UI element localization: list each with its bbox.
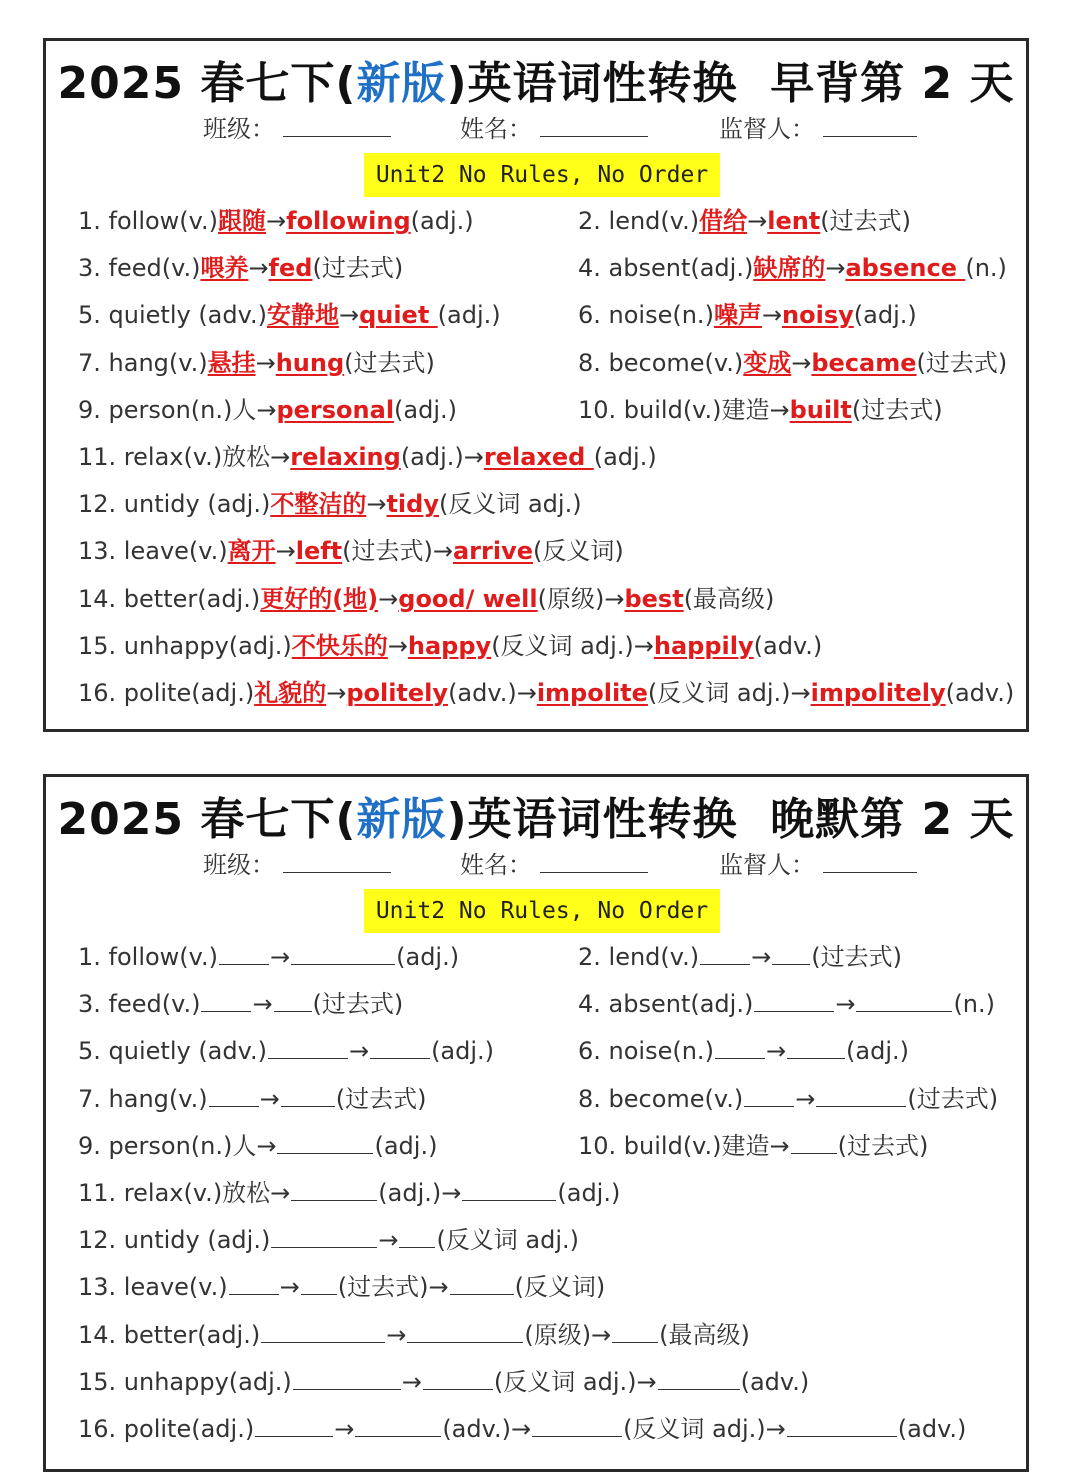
answer-blank[interactable] — [219, 944, 269, 965]
item-text: (adj.) — [374, 1131, 438, 1160]
item-text: (adv.) — [897, 1415, 967, 1443]
class-blank[interactable] — [283, 850, 391, 873]
answer-blank[interactable] — [370, 1038, 430, 1059]
answer-blank[interactable] — [407, 1322, 523, 1343]
answer-text: fed — [268, 254, 313, 283]
title-prefix: 2025 春七下( — [57, 794, 357, 845]
answer-text: noisy — [782, 301, 854, 330]
title-day: 晚默第 2 天 — [770, 794, 1015, 845]
answer-text: relaxed — [483, 443, 594, 471]
morning-item-3 — [78, 253, 403, 283]
answer-blank[interactable] — [281, 1086, 335, 1107]
name-label: 姓名： — [460, 851, 532, 879]
evening-item-9 — [78, 1131, 437, 1161]
answer-text: 悬挂 — [207, 348, 256, 377]
item-text: (adv.) — [740, 1367, 810, 1396]
item-text: (反义词) — [533, 537, 624, 566]
evening-item-5 — [78, 1036, 494, 1066]
answer-blank[interactable] — [291, 944, 395, 965]
morning-item-7 — [78, 348, 435, 378]
morning-item-10 — [578, 395, 943, 425]
class-label: 班级： — [203, 115, 275, 143]
item-text: → — [761, 301, 783, 330]
answer-blank[interactable] — [744, 1086, 794, 1107]
item-text: 6. noise(n.) — [578, 1037, 714, 1066]
evening-item-14 — [78, 1320, 750, 1350]
class-field — [203, 845, 391, 880]
title-subject: )英语词性转换 — [446, 58, 738, 109]
item-text: (n.) — [965, 254, 1007, 283]
item-text: (过去式) — [851, 395, 943, 424]
morning-item-8 — [578, 348, 1007, 378]
name-field — [460, 109, 648, 144]
item-text: 7. hang(v.) — [78, 1084, 208, 1113]
morning-item-16 — [78, 678, 1014, 708]
item-text: → — [791, 348, 812, 377]
item-text: (原级)→ — [537, 584, 625, 613]
item-text: 3. feed(v.) — [78, 990, 201, 1019]
answer-text: built — [789, 395, 852, 424]
answer-blank[interactable] — [462, 1180, 556, 1201]
item-text: (反义词 adj.) — [436, 1226, 580, 1255]
unit-banner: Unit2 No Rules, No Order — [364, 889, 720, 933]
answer-text: 礼貌的 — [254, 679, 327, 707]
item-text: (adj.) — [437, 301, 501, 330]
answer-text: happy — [407, 631, 492, 660]
evening-item-8 — [578, 1084, 998, 1114]
answer-text: lent — [767, 207, 821, 235]
answer-text: personal — [276, 395, 395, 424]
title-subject: )英语词性转换 — [446, 794, 738, 845]
item-text: 6. noise(n.) — [578, 301, 714, 330]
answer-blank[interactable] — [754, 991, 834, 1012]
item-text: (adj.) — [431, 1037, 495, 1066]
item-text: → — [795, 1084, 816, 1113]
item-text: → — [334, 1415, 355, 1443]
item-text: (adv.) — [945, 679, 1015, 707]
evening-item-6 — [578, 1036, 909, 1066]
answer-blank[interactable] — [772, 944, 810, 965]
answer-blank[interactable] — [715, 1038, 765, 1059]
answer-text: 变成 — [743, 348, 792, 377]
name-blank[interactable] — [540, 114, 648, 137]
item-text: (过去式) — [312, 990, 404, 1019]
item-text: (过去式) — [916, 348, 1008, 377]
morning-item-5 — [78, 300, 501, 330]
answer-blank[interactable] — [399, 1227, 435, 1248]
answer-blank[interactable] — [791, 1133, 837, 1154]
item-text: 13. leave(v.) — [78, 1273, 228, 1302]
answer-blank[interactable] — [277, 1133, 373, 1154]
item-text: (adj.) — [396, 943, 460, 971]
morning-item-1 — [78, 206, 474, 236]
answer-blank[interactable] — [229, 1274, 279, 1295]
item-text: (反义词 adj.) — [438, 490, 582, 519]
item-text: (过去式)→ — [337, 1273, 449, 1302]
class-field — [203, 109, 391, 144]
item-text: (adj.) — [846, 1037, 910, 1066]
answer-text: 噪声 — [713, 301, 762, 330]
item-text: → — [255, 348, 276, 377]
answer-text: arrive — [452, 537, 533, 566]
answer-text: 离开 — [227, 537, 276, 566]
item-text: 12. untidy (adj.) — [78, 1226, 271, 1255]
item-text: → — [279, 1273, 300, 1302]
item-text: (原级)→ — [524, 1320, 612, 1349]
item-text: → — [338, 301, 360, 330]
item-text: 14. better(adj.) — [78, 1320, 261, 1349]
answer-blank[interactable] — [355, 1416, 441, 1437]
item-text: 9. person(n.)人→ — [78, 1131, 277, 1160]
item-text: (最高级) — [659, 1320, 750, 1349]
item-text: 12. untidy (adj.) — [78, 490, 271, 519]
answer-blank[interactable] — [612, 1322, 658, 1343]
answer-blank[interactable] — [856, 991, 952, 1012]
evening-item-11 — [78, 1178, 620, 1208]
item-text: (过去式)→ — [342, 537, 453, 566]
item-text: (最高级) — [683, 584, 775, 613]
item-text: → — [386, 1320, 407, 1349]
answer-blank[interactable] — [255, 1416, 333, 1437]
item-text: → — [387, 631, 408, 660]
item-text: → — [765, 1037, 787, 1066]
morning-item-11 — [78, 442, 657, 472]
answer-text: good/ well — [398, 584, 538, 613]
name-blank[interactable] — [540, 850, 648, 873]
answer-text: following — [286, 207, 411, 235]
answer-text: 安静地 — [266, 301, 339, 330]
item-text: → — [751, 943, 772, 971]
item-text: → — [835, 990, 856, 1019]
item-text: → — [348, 1037, 370, 1066]
answer-blank[interactable] — [291, 1180, 377, 1201]
answer-text: 喂养 — [200, 254, 249, 283]
evening-item-12 — [78, 1225, 579, 1255]
title-day: 早背第 2 天 — [770, 58, 1015, 109]
title-new-edition: 新版 — [356, 794, 447, 845]
item-text: (adv.) — [753, 631, 823, 660]
answer-blank[interactable] — [423, 1369, 493, 1390]
item-text: 7. hang(v.) — [78, 348, 208, 377]
evening-item-4 — [578, 989, 995, 1019]
title-prefix: 2025 春七下( — [57, 58, 357, 109]
morning-recite-card — [43, 38, 1029, 732]
evening-item-3 — [78, 989, 403, 1019]
supervisor-blank[interactable] — [823, 850, 917, 873]
supervisor-field — [719, 109, 917, 144]
item-text: 1. follow(v.) — [78, 943, 219, 971]
item-text: (过去式) — [837, 1131, 929, 1160]
item-text: (adj.) — [853, 301, 917, 330]
item-text: 4. absent(adj.) — [578, 254, 754, 283]
item-text: 8. become(v.) — [578, 1084, 744, 1113]
morning-item-13 — [78, 536, 624, 566]
answer-text: hung — [275, 348, 345, 377]
answer-blank[interactable] — [268, 1038, 348, 1059]
morning-item-9 — [78, 395, 457, 425]
item-text: 15. unhappy(adj.) — [78, 631, 292, 660]
item-text: (adv.)→ — [442, 1415, 532, 1443]
item-text: → — [259, 1084, 280, 1113]
supervisor-label: 监督人： — [719, 851, 815, 879]
answer-text: 更好的(地) — [260, 584, 379, 613]
supervisor-blank[interactable] — [823, 114, 917, 137]
answer-blank[interactable] — [271, 1227, 377, 1248]
answer-blank[interactable] — [450, 1274, 514, 1295]
item-text: (过去式) — [907, 1084, 999, 1113]
item-text: 2. lend(v.) — [578, 943, 700, 971]
item-text: (反义词 adj.)→ — [623, 1415, 786, 1443]
evening-item-15 — [78, 1367, 809, 1397]
answer-blank[interactable] — [700, 944, 750, 965]
answer-blank[interactable] — [816, 1086, 906, 1107]
answer-text: 缺席的 — [753, 254, 826, 283]
item-text: 5. quietly (adv.) — [78, 1037, 267, 1066]
item-text: → — [270, 943, 291, 971]
answer-blank[interactable] — [293, 1369, 401, 1390]
morning-item-12 — [78, 489, 582, 519]
item-text: → — [252, 990, 273, 1019]
answer-blank[interactable] — [787, 1416, 897, 1437]
answer-text: 不整洁的 — [270, 490, 367, 519]
answer-text: 不快乐的 — [291, 631, 388, 660]
evening-item-2 — [578, 942, 902, 972]
item-text: 10. build(v.)建造→ — [578, 395, 790, 424]
answer-text: best — [624, 584, 684, 613]
answer-text: politely — [346, 679, 449, 707]
item-text: (adv.)→ — [448, 679, 537, 707]
item-text: 15. unhappy(adj.) — [78, 1367, 292, 1396]
item-text: (反义词) — [514, 1273, 606, 1302]
item-text: (adj.) — [557, 1179, 621, 1207]
answer-text: became — [811, 348, 917, 377]
evening-item-7 — [78, 1084, 426, 1114]
item-text: 9. person(n.)人→ — [78, 395, 277, 424]
answer-blank[interactable] — [301, 1274, 337, 1295]
answer-blank[interactable] — [787, 1038, 845, 1059]
evening-item-13 — [78, 1272, 605, 1302]
item-text: (过去式) — [811, 943, 902, 971]
answer-text: impolite — [536, 679, 648, 707]
morning-item-14 — [78, 584, 774, 614]
name-label: 姓名： — [460, 115, 532, 143]
item-text: → — [378, 1226, 399, 1255]
evening-item-16 — [78, 1414, 966, 1444]
answer-blank[interactable] — [201, 991, 251, 1012]
answer-text: tidy — [386, 490, 439, 519]
item-text: 11. relax(v.)放松→ — [78, 1179, 291, 1207]
unit-banner: Unit2 No Rules, No Order — [364, 153, 720, 197]
item-text: (adj.) — [410, 207, 474, 235]
morning-item-2 — [578, 206, 911, 236]
class-label: 班级： — [203, 851, 275, 879]
item-text: (反义词 adj.)→ — [647, 679, 811, 707]
item-text: → — [266, 207, 287, 235]
item-text: → — [248, 254, 269, 283]
item-text: → — [275, 537, 296, 566]
item-text: (过去式) — [312, 254, 404, 283]
item-text: (反义词 adj.)→ — [491, 631, 654, 660]
item-text: (adj.)→ — [378, 1179, 462, 1207]
evening-title — [46, 783, 1026, 847]
item-text: 10. build(v.)建造→ — [578, 1131, 790, 1160]
evening-item-1 — [78, 942, 459, 972]
answer-text: happily — [653, 631, 754, 660]
item-text: 16. polite(adj.) — [78, 1415, 255, 1443]
item-text: 2. lend(v.) — [578, 207, 700, 235]
item-text: 4. absent(adj.) — [578, 990, 754, 1019]
title-new-edition: 新版 — [356, 58, 447, 109]
item-text: (反义词 adj.)→ — [493, 1367, 657, 1396]
item-text: 3. feed(v.) — [78, 254, 201, 283]
evening-dictation-card — [43, 774, 1029, 1472]
answer-blank[interactable] — [532, 1416, 622, 1437]
item-text: → — [326, 679, 347, 707]
morning-title — [46, 47, 1026, 111]
item-text: 8. become(v.) — [578, 348, 744, 377]
answer-text: quiet — [359, 301, 438, 330]
answer-blank[interactable] — [261, 1322, 385, 1343]
item-text: (过去式) — [344, 348, 435, 377]
answer-blank[interactable] — [209, 1086, 259, 1107]
class-blank[interactable] — [283, 114, 391, 137]
answer-blank[interactable] — [658, 1369, 740, 1390]
item-text: (n.) — [953, 990, 996, 1019]
item-text: 14. better(adj.) — [78, 584, 261, 613]
item-text: → — [378, 584, 399, 613]
item-text: (adj.) — [394, 395, 458, 424]
item-text: → — [366, 490, 387, 519]
answer-text: absence — [845, 254, 966, 283]
morning-item-6 — [578, 300, 917, 330]
item-text: (adj.) — [593, 443, 657, 471]
item-text: 1. follow(v.) — [78, 207, 219, 235]
item-text: 13. leave(v.) — [78, 537, 228, 566]
answer-text: left — [295, 537, 343, 566]
answer-text: impolitely — [810, 679, 946, 707]
answer-text: 跟随 — [218, 207, 267, 235]
answer-text: relaxing — [290, 443, 401, 471]
item-text: 5. quietly (adv.) — [78, 301, 267, 330]
item-text: (过去式) — [335, 1084, 427, 1113]
name-field — [460, 845, 648, 880]
item-text: (adj.)→ — [400, 443, 484, 471]
supervisor-label: 监督人： — [719, 115, 815, 143]
item-text: → — [747, 207, 768, 235]
supervisor-field — [719, 845, 917, 880]
evening-item-10 — [578, 1131, 928, 1161]
answer-blank[interactable] — [274, 991, 312, 1012]
answer-text: 借给 — [699, 207, 748, 235]
item-text: 16. polite(adj.) — [78, 679, 255, 707]
morning-item-15 — [78, 631, 822, 661]
item-text: → — [401, 1367, 422, 1396]
item-text: → — [825, 254, 846, 283]
item-text: (过去式) — [820, 207, 912, 235]
item-text: 11. relax(v.)放松→ — [78, 443, 291, 471]
morning-item-4 — [578, 253, 1007, 283]
